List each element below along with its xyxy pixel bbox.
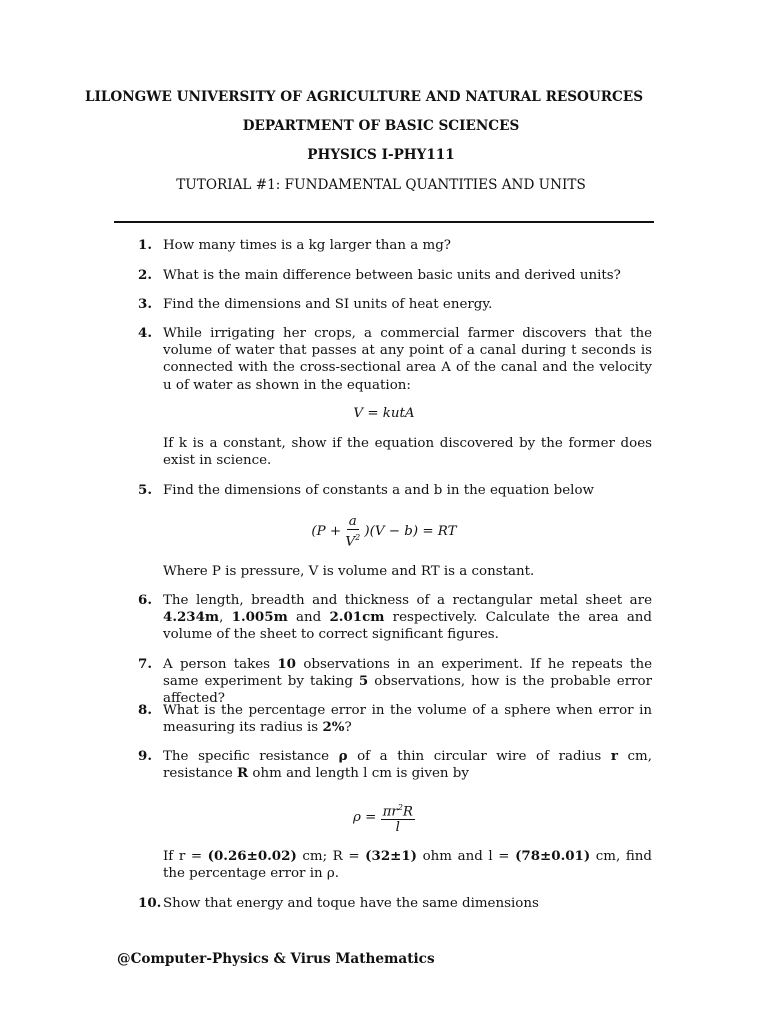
numerator-tail: R <box>402 804 413 820</box>
equation-volume: V = kutA <box>353 406 415 421</box>
numerator: a <box>348 514 357 529</box>
R-symbol: R <box>237 765 249 782</box>
radius-measurement: (0.26±0.02) <box>207 848 297 864</box>
text-part: The length, breadth and thickness of a rectangular metal sheet are <box>163 593 652 608</box>
question-number: 7. <box>138 656 152 672</box>
question-number: 4. <box>138 325 152 341</box>
numerator-base: πr <box>382 804 398 820</box>
breadth-value: 1.005m <box>231 609 288 626</box>
denominator-base: V <box>345 534 356 550</box>
length-value: 4.234m <box>163 609 220 626</box>
text-part: of a thin circular wire of radius <box>347 749 611 764</box>
equation-left: (P + <box>311 524 342 540</box>
equation-resistivity <box>0 800 768 835</box>
text-part: cm; R = <box>296 849 366 864</box>
text-part: observations, how is the probable error affected? <box>163 674 652 707</box>
denominator: l <box>395 820 400 836</box>
denominator <box>345 530 360 549</box>
text-part: ? <box>344 720 352 736</box>
question-6 <box>138 592 652 644</box>
course-code: PHYSICS I-PHY111 <box>307 147 455 163</box>
department-name: DEPARTMENT OF BASIC SCIENCES <box>242 118 520 134</box>
question-text: What is the main difference between basic units and derived units? <box>163 268 621 283</box>
text-part: What is the percentage error in the volume of a sphere when error in measuring its radius is <box>163 703 652 736</box>
question-number: 5. <box>138 482 152 498</box>
observation-count: 10 <box>277 656 296 672</box>
text-part: If r = <box>163 849 208 864</box>
question-text <box>163 702 652 736</box>
question-number: 3. <box>138 296 152 312</box>
question-number: 9. <box>138 748 152 764</box>
tutorial-title: TUTORIAL #1: FUNDAMENTAL QUANTITIES AND UNITS <box>176 177 586 193</box>
question-text <box>163 748 652 782</box>
question-4 <box>138 325 652 394</box>
numerator-exponent: 2 <box>397 803 403 812</box>
question-text: Find the dimensions and SI units of heat energy. <box>163 297 493 312</box>
question-9-followup <box>163 848 652 882</box>
equation-right: )(V − b) = RT <box>364 524 457 540</box>
question-10 <box>138 895 652 912</box>
equation-left: ρ = <box>352 810 377 826</box>
question-4-followup: If k is a constant, show if the equation discovered by the former does exist in science. <box>163 436 652 469</box>
question-number: 10. <box>138 895 162 911</box>
text-part: and <box>287 610 330 626</box>
question-text <box>163 656 652 708</box>
question-1 <box>138 237 652 254</box>
question-2 <box>138 267 652 284</box>
header-divider <box>114 221 654 223</box>
question-7 <box>138 656 652 708</box>
question-number: 8. <box>138 702 152 718</box>
fraction <box>345 514 360 549</box>
text-part: observations in an experiment. If he repeats the same experiment by taking <box>163 657 652 690</box>
text-part: ohm and l = <box>417 849 516 864</box>
text-part: cm, find the percentage error in ρ. <box>163 849 652 882</box>
question-text <box>163 592 652 644</box>
rho-symbol: ρ <box>338 748 348 764</box>
university-name: LILONGWE UNIVERSITY OF AGRICULTURE AND NATURAL RESOURCES <box>84 89 644 105</box>
question-text: While irrigating her crops, a commercial farmer discovers that the volume of water that passes at any point of a canal during t seconds is connected with the cross-sectional area A of the canal and the velocity u of water as shown in the equation: <box>163 326 652 393</box>
numerator <box>381 800 415 820</box>
footer-credit: @Computer-Physics & Virus Mathematics <box>117 951 435 967</box>
observation-count: 5 <box>358 673 369 690</box>
text-part: respectively. Calculate the area and volume of the sheet to correct significant figures. <box>163 610 653 643</box>
thickness-value: 2.01cm <box>329 609 385 626</box>
fraction <box>381 800 415 835</box>
text-part: The specific resistance <box>163 749 339 764</box>
r-symbol: r <box>610 748 618 764</box>
question-text: Show that energy and toque have the same dimensions <box>163 896 539 911</box>
question-8 <box>138 702 652 736</box>
question-5-followup: Where P is pressure, V is volume and RT is a constant. <box>163 564 535 579</box>
text-part: cm, resistance <box>163 749 652 782</box>
question-5 <box>138 482 652 499</box>
question-text: How many times is a kg larger than a mg? <box>163 238 451 253</box>
question-number: 6. <box>138 592 152 608</box>
text-part: , <box>219 610 232 626</box>
text-part: ohm and length l cm is given by <box>248 766 469 782</box>
question-number: 1. <box>138 237 152 253</box>
question-9 <box>138 748 652 782</box>
question-text: Find the dimensions of constants a and b in the equation below <box>163 483 594 498</box>
question-3 <box>138 296 652 313</box>
resistance-measurement: (32±1) <box>365 848 418 864</box>
equation-van-der-waals <box>0 514 768 549</box>
radius-error: 2% <box>322 719 345 736</box>
denominator-exponent: 2 <box>355 533 361 542</box>
length-measurement: (78±0.01) <box>515 848 591 864</box>
text-part: A person takes <box>163 657 278 672</box>
question-number: 2. <box>138 267 152 283</box>
